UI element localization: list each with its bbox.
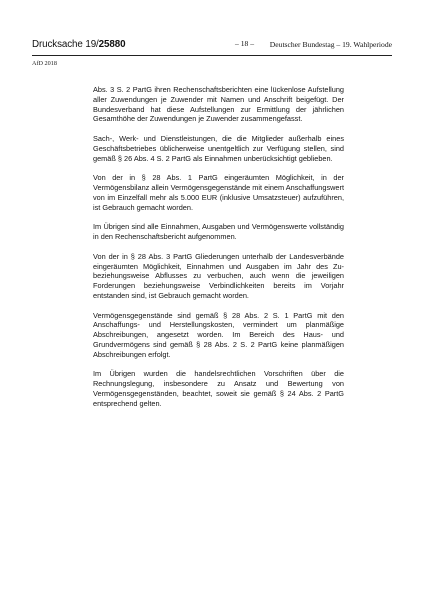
page-number: – 18 – [235, 39, 254, 48]
paragraph: Im Übrigen wurden die handelsrechtlichen Vorschriften über die Rechnungslegung, insbesondere zu Ansatz und Bewertung von Vermögensgegenständen, beachtet, soweit sie gemäß § 24 Abs. 2 PartG entsprechend gelten. [93, 369, 344, 408]
paragraph: Sach-, Werk- und Dienstleistungen, die die Mitglieder außerhalb eines Geschäftsbetriebes üblicherweise unentgeltlich zur Verfügung stellen, sind gemäß § 26 Abs. 4 S. 2 PartG als Einnahmen unberücksichtigt geblieben. [93, 134, 344, 163]
parliament-period: Deutscher Bundestag – 19. Wahlperiode [269, 40, 392, 49]
document-prefix: Drucksache 19/ [32, 39, 99, 50]
page-header [32, 39, 392, 56]
body-text [93, 85, 344, 418]
party-label: AfD 2018 [32, 60, 57, 67]
document-number: 25880 [98, 39, 126, 50]
paragraph: Von der in § 28 Abs. 3 PartG Gliederungen unterhalb der Landesverbände eingeräumten Möglichkeit, Einnahmen und Ausgaben im Jahr des Zu- beziehungsweise Abflusses zu verbuchen, auch wenn die jeweiligen Forderungen beziehungsweise Verbindlichkeiten bereits im Vorjahr entstanden sind, ist Gebrauch gemacht worden. [93, 251, 344, 300]
paragraph: Vermögensgegenstände sind gemäß § 28 Abs. 2 S. 1 PartG mit den Anschaffungs- und Herstellungskosten, vermindert um planmäßige Abschreibungen, angesetzt worden. Im Bereich des Haus- und Grundvermögens sind gemäß § 28 Abs. 2 S. 2 PartG keine planmäßigen Abschreibungen erfolgt. [93, 310, 344, 359]
paragraph: Im Übrigen sind alle Einnahmen, Ausgaben und Vermögenswerte vollständig in den Rechenschaftsbericht aufgenommen. [93, 222, 344, 241]
paragraph: Abs. 3 S. 2 PartG ihren Rechenschaftsberichten eine lückenlose Aufstellung aller Zuwendungen je Zuwender mit Namen und Anschrift beigefügt. Der Bundesverband hat diese Aufstellungen zur Ermittlung der jährlichen Gesamthöhe der Zuwendungen je Zuwender zusammengefasst. [93, 85, 344, 124]
document-id [32, 39, 125, 50]
paragraph: Von der in § 28 Abs. 1 PartG eingeräumten Möglichkeit, in der Vermögensbilanz allein Vermögensgegenstände mit einem Anschaffungswert von im Einzelfall mehr als 5.000 EUR (inklusive Umsatzsteuer) aufzuführen, ist Gebrauch gemacht worden. [93, 173, 344, 212]
